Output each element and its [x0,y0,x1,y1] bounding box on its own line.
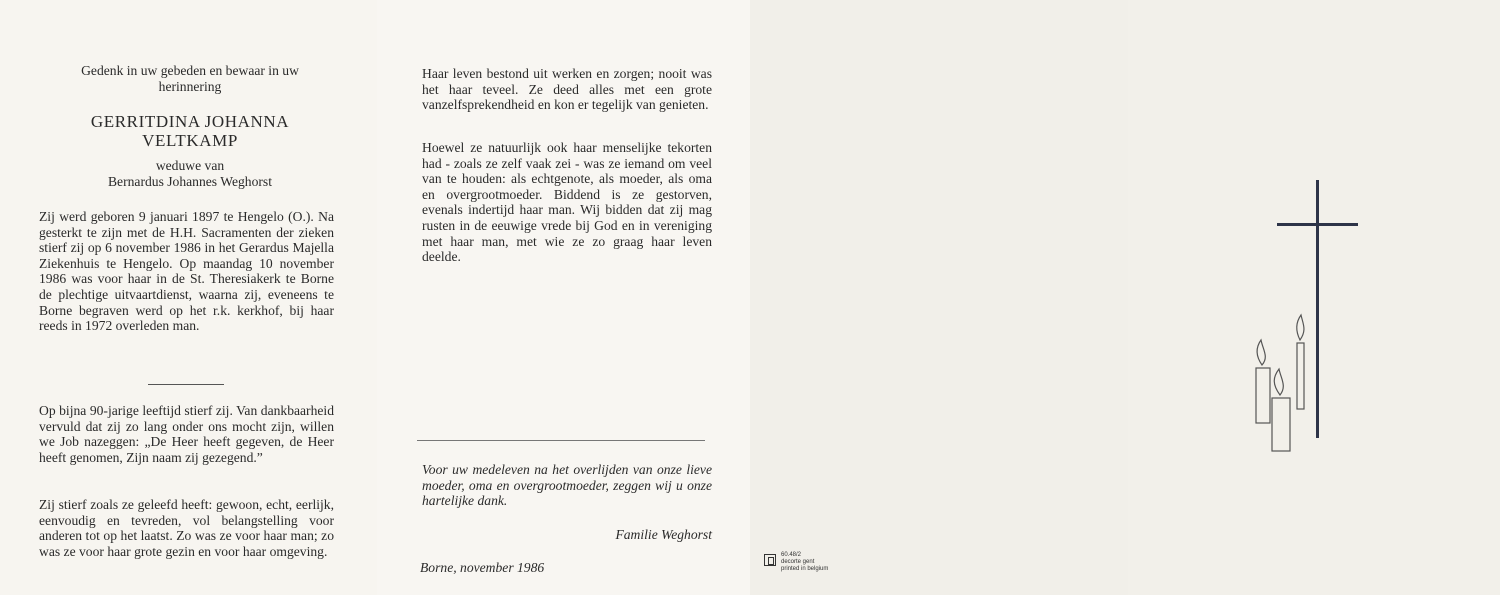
card-panel-text-left [0,0,377,595]
paragraph-character [39,497,334,559]
biography-text: Zij werd geboren 9 januari 1897 te Hengelo (O.). Na gesterkt te zijn met de H.H. Sacramenten der zieken stierf zij op 6 november 1986 in het Gerardus Majella Ziekenhuis te Hengelo. Op maandag 10 november 1986 was voor haar in de St. Theresiakerk te Borne de plechtige uitvaartdienst, waarna zij, eveneens te Borne begraven werd op het r.k. kerkhof, bij haar reeds in 1972 overleden man. [39,209,334,334]
paragraph-life [422,66,712,113]
card-panel-text-right [377,0,750,595]
intro-line-2: herinnering [158,78,222,94]
cross-vertical-beam [1316,180,1319,438]
printer-code: 60.48/2 [781,552,802,558]
paragraph-prayer [422,140,712,265]
deceased-name-line-2: VELTKAMP [142,131,238,150]
place-date: Borne, november 1986 [420,560,545,575]
separator-line [417,440,705,441]
paragraph-job-quote [39,403,334,465]
prayer-text: Hoewel ze natuurlijk ook haar menselijke tekorten had - zoals ze zelf vaak zei - was ze iemand om veel van te houden: als echtgenote, als moeder, als oma en overgrootmoeder. Biddend is ze gestorven, evenals indertijd haar man. Wij bidden dat zij mag rusten in de eeuwige vrede bij God en in vereniging met haar man, met wie ze zo graag haar leven deelde. [422,140,712,265]
intro-text [40,63,340,94]
deceased-name [40,112,340,150]
thanks-paragraph [422,462,712,509]
deceased-name-line-1: GERRITDINA JOHANNA [90,112,290,131]
printer-country: printed in belgium [781,566,829,572]
thanks-text: Voor uw medeleven na het overlijden van onze lieve moeder, oma en overgrootmoeder, zeggen wij u onze hartelijke dank. [422,462,712,509]
family-signature: Familie Weghorst [615,527,712,542]
widow-of-label: weduwe van [155,158,225,173]
character-text: Zij stierf zoals ze geleefd heeft: gewoon, echt, eerlijk, eenvoudig en tevreden, vol belangstelling voor anderen tot op het laatst. Zo was ze voor haar man; zo was ze voor haar grote gezin en voor haar omgeving. [39,497,334,559]
job-quote-text: Op bijna 90-jarige leeftijd stierf zij. Van dankbaarheid vervuld dat zij zo lang onder ons mocht zijn, willen we Job nazeggen: „De Heer heeft gegeven, de Heer heeft genomen, Zijn naam zij gezegend.” [39,403,334,465]
printer-logo-icon [764,554,776,566]
divider-line [148,384,224,385]
spouse-name: Bernardus Johannes Weghorst [107,173,272,189]
cross-horizontal-beam [1277,223,1358,226]
widow-of-text [40,158,340,189]
printer-name: decorte gent [781,559,815,565]
intro-line-1: Gedenk in uw gebeden en bewaar in uw [81,63,299,78]
left-candle [1256,340,1270,423]
cross-with-candles-icon [1240,170,1370,460]
card-panel-blank-back [750,0,1128,595]
biography-paragraph [39,209,334,334]
front-candle [1272,369,1290,451]
tall-candle [1297,315,1304,409]
life-text: Haar leven bestond uit werken en zorgen; nooit was het haar teveel. Ze deed alles met een grote vanzelfsprekendheid en kon er tegelijk van genieten. [422,66,712,113]
